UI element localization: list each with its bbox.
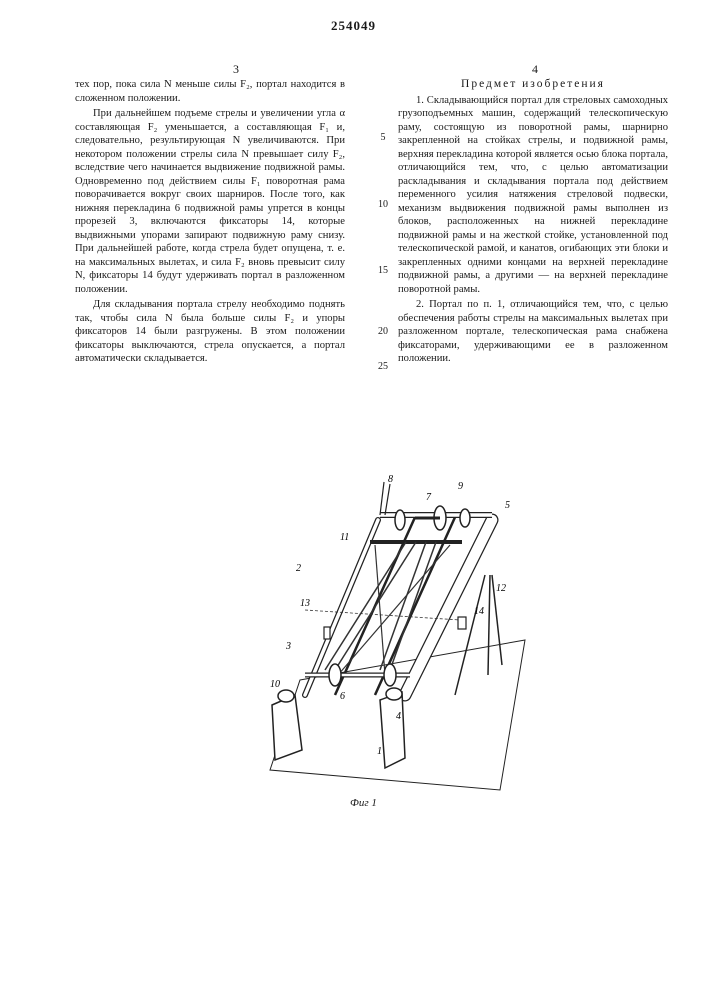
figure-label: 10 bbox=[270, 679, 280, 690]
paragraph: При дальнейшем подъеме стрелы и увеличении угла α составляющая F₂ уменьшается, а составляющая F₁ и, следовательно, результирующая N увеличиваются. При некотором положении стрелы сила N превышает силу F₂, вследствие чего начинается выдвижение подвижной рамы. Одновременно под действием силы F₁ поворотная рама поворачивается вокруг своих шарниров. После того, как нижняя перекладина 6 подвижной рамы упрется в концы прорезей 3, включаются фиксаторы 14, которые выдвижными упорами запирают подвижную раму снизу. При дальнейшей работе, когда стрела будет опущена, т. е. на максимальных вылетах, и сила F₂ вновь превысит силу N, фиксаторы 14 будут удерживать портал в разложенном положении. bbox=[75, 107, 345, 296]
figure-label: 14 bbox=[474, 606, 484, 617]
portal-drawing bbox=[230, 470, 550, 800]
line-number-marker: 25 bbox=[373, 361, 393, 372]
figure-label: 6 bbox=[340, 691, 345, 702]
left-page-number: 3 bbox=[233, 62, 239, 77]
figure-label: 4 bbox=[396, 711, 401, 722]
right-column bbox=[398, 78, 668, 366]
figure-label: 8 bbox=[388, 474, 393, 485]
figure-label: 11 bbox=[340, 532, 349, 543]
figure-label: 9 bbox=[458, 481, 463, 492]
line-number-marker: 10 bbox=[373, 199, 393, 210]
figure-label: 5 bbox=[505, 500, 510, 511]
figure-label: 2 bbox=[296, 563, 301, 574]
right-page-number: 4 bbox=[532, 62, 538, 77]
line-number-marker: 15 bbox=[373, 265, 393, 276]
figure-label: 1 bbox=[377, 746, 382, 757]
patent-number: 254049 bbox=[0, 18, 707, 34]
section-title: Предмет изобретения bbox=[398, 78, 668, 92]
paragraph: тех пор, пока сила N меньше силы F₂, портал находится в сложенном положении. bbox=[75, 78, 345, 105]
claim-2: 2. Портал по п. 1, отличающийся тем, что, с целью обеспечения работы стрелы на максимальных вылетах при разложенном портале, телескопическая рама снабжена фиксаторами, удерживающими ее в разложенном положении. bbox=[398, 298, 668, 366]
figure-caption: Фиг 1 bbox=[350, 797, 377, 809]
left-column bbox=[75, 78, 345, 366]
claim-1: 1. Складывающийся портал для стреловых самоходных грузоподъемных машин, содержащий телескопическую раму, состоящую из поворотной рамы, шарнирно закрепленной на стойках стрелы, и подвижной рамы, верхняя перекладина которой является осью блока портала, отличающийся тем, что, с целью автоматизации раскладывания и складывания портала под действием переменного усилия натяжения стреловой подвески, механизм выдвижения подвижной рамы выполнен из блоков, расположенных на нижней перекладине подвижной рамы и на жесткой стойке, установленной под телескопической рамой, и канатов, огибающих эти блоки и закрепленных одними концами на верхней перекладине подвижной рамы, а другими — на верхней перекладине поворотной рамы. bbox=[398, 94, 668, 297]
figure-label: 12 bbox=[496, 583, 506, 594]
figure-label: 13 bbox=[300, 598, 310, 609]
line-number-marker: 5 bbox=[373, 132, 393, 143]
figure-label: 3 bbox=[285, 641, 291, 652]
line-number-marker: 20 bbox=[373, 326, 393, 337]
figure-label: 7 bbox=[426, 492, 432, 503]
paragraph: Для складывания портала стрелу необходимо поднять так, чтобы сила N была больше силы F₂ и упоры фиксаторов 14 были разгружены. В этом положении фиксаторы выключаются, стрела опускается, а портал автоматически складывается. bbox=[75, 298, 345, 366]
